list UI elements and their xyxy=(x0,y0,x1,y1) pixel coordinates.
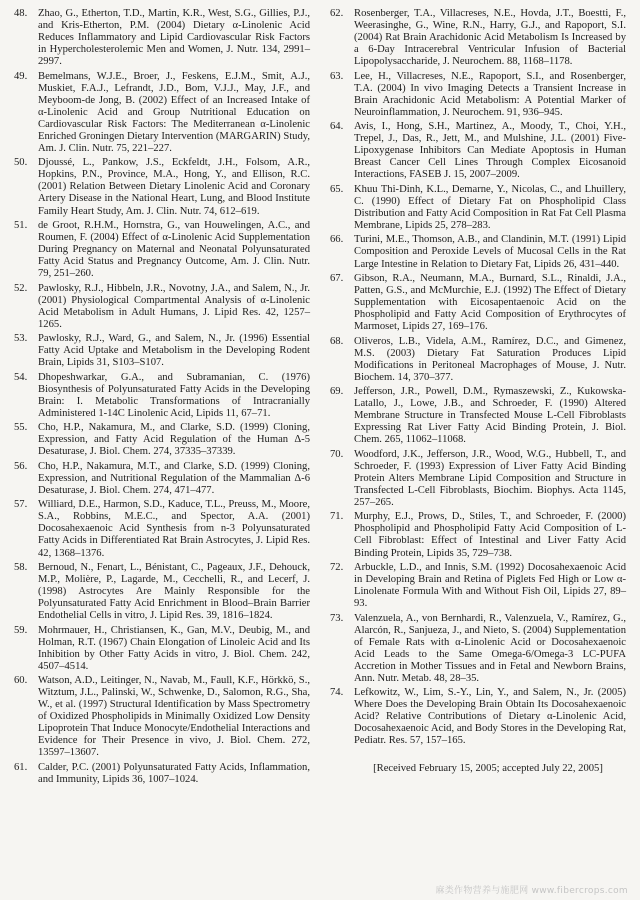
reference-number: 51. xyxy=(14,219,28,231)
reference-text: Mohrmauer, H., Christiansen, K., Gan, M.V., Deubig, M., and Holman, R.T. (1967) Chain Elongation of Linoleic Acid and Its Inhibition by Other Fatty Acids in vitro, J. Biol. Chem. 242, 4507–4514. xyxy=(38,624,310,672)
reference-item xyxy=(14,499,310,559)
reference-item xyxy=(330,121,626,181)
reference-item xyxy=(330,234,626,270)
reference-item xyxy=(14,220,310,280)
reference-number: 64. xyxy=(330,121,344,133)
reference-text: Lee, H., Villacreses, N.E., Rapoport, S.I., and Rosenberger, T.A. (2004) In vivo Imaging Detects a Transient Increase in Brain Arachidonic Acid Metabolism: A Potential Marker of Neuroinflammation, J. Neurochem. 91, 936–945. xyxy=(354,70,626,118)
received-accepted-note: [Received February 15, 2005; accepted July 22, 2005] xyxy=(373,763,603,775)
reference-item xyxy=(330,273,626,333)
reference-item xyxy=(14,675,310,759)
reference-text: Lefkowitz, W., Lim, S.-Y., Lin, Y., and Salem, N., Jr. (2005) Where Does the Developing Brain Obtain Its Docosahexaenoic Acid? Relative Contributions of Dietary α-Linolenic Acid, Docosahexaenoic Acid, and Body Stores in the Developing Rat, Pediatr. Res. 57, 157–165. xyxy=(354,687,626,747)
reference-item xyxy=(330,184,626,232)
reference-number: 49. xyxy=(14,70,28,82)
reference-item xyxy=(330,336,626,384)
reference-text: Calder, P.C. (2001) Polyunsaturated Fatty Acids, Inflammation, and Immunity, Lipids 36, 1007–1024. xyxy=(38,761,310,785)
reference-text: Zhao, G., Etherton, T.D., Martin, K.R., West, S.G., Gillies, P.J., and Kris-Etherton, P.M. (2004) Dietary α-Linolenic Acid Reduces Inflammatory and Lipid Cardiovascular Risk Factors in Hypercholesterolemic Men and Women, J. Nutr. 134, 2991–2997. xyxy=(38,8,310,68)
reference-number: 66. xyxy=(330,234,344,246)
reference-number: 74. xyxy=(330,687,344,699)
references-right-list xyxy=(330,8,626,747)
reference-text: Djoussé, L., Pankow, J.S., Eckfeldt, J.H., Folsom, A.R., Hopkins, P.N., Province, M.A., Hong, Y., and Ellison, R.C. (2001) Relation Between Dietary Linolenic Acid and Coronary Artery Disease in the National Heart, Lung, and Blood Institute Family Heart Study, Am. J. Clin. Nutr. 74, 612–619. xyxy=(38,157,310,217)
reference-number: 53. xyxy=(14,333,28,345)
reference-text: Khuu Thi-Dinh, K.L., Demarne, Y., Nicolas, C., and Lhuillery, C. (1990) Effect of Dietary Fat on Phospholipid Class Distribution and Fatty Acid Composition in Rat Fat Cell Plasma Membrane, Lipids 25, 278–283. xyxy=(354,183,626,231)
reference-item xyxy=(14,372,310,420)
reference-columns xyxy=(14,8,626,788)
reference-number: 59. xyxy=(14,624,28,636)
references-right-column xyxy=(330,8,626,788)
reference-text: Jefferson, J.R., Powell, D.M., Rymaszewski, Z., Kukowska-Latallo, J., Lowe, J.B., and Schroeder, F. (1990) Altered Membrane Structure in Transfected Mouse L-Cell Fibroblasts Expressing Rat Liver Fatty Acid Binding Protein, J. Biol. Chem. 265, 11062–11068. xyxy=(354,386,626,446)
reference-number: 73. xyxy=(330,612,344,624)
reference-number: 60. xyxy=(14,675,28,687)
reference-item xyxy=(330,449,626,509)
site-watermark: 麻类作物营养与施肥网 www.fibercrops.com xyxy=(435,886,628,896)
reference-item xyxy=(14,562,310,622)
reference-item xyxy=(14,333,310,369)
reference-text: Woodford, J.K., Jefferson, J.R., Wood, W.G., Hubbell, T., and Schroeder, F. (1993) Expression of Liver Fatty Acid Binding Protein Alters Membrane Lipid Composition and Structure in Transfected L-Cell Fibroblasts, Biochim. Biophys. Acta 1145, 257–265. xyxy=(354,448,626,508)
reference-item xyxy=(14,422,310,458)
reference-number: 63. xyxy=(330,70,344,82)
reference-text: Cho, H.P., Nakamura, M.T., and Clarke, S.D. (1999) Cloning, Expression, and Nutritional Regulation of the Mammalian Δ-6 Desaturase, J. Biol. Chem. 274, 471–477. xyxy=(38,460,310,496)
reference-item xyxy=(330,71,626,119)
reference-text: Pawlosky, R.J., Hibbeln, J.R., Novotny, J.A., and Salem, N., Jr. (2001) Physiological Compartmental Analysis of α-Linolenic Acid Metabolism in Adult Humans, J. Lipid Res. 42, 1257–1265. xyxy=(38,282,310,330)
reference-number: 55. xyxy=(14,422,28,434)
reference-item xyxy=(14,461,310,497)
reference-item xyxy=(330,613,626,685)
reference-number: 54. xyxy=(14,371,28,383)
reference-number: 58. xyxy=(14,561,28,573)
reference-number: 69. xyxy=(330,386,344,398)
reference-text: de Groot, R.H.M., Hornstra, G., van Houwelingen, A.C., and Roumen, F. (2004) Effect of α-Linolenic Acid Supplementation During Pregnancy on Maternal and Neonatal Polyunsaturated Fatty Acid Status and Pregnancy Outcome, Am. J. Clin. Nutr. 79, 251–260. xyxy=(38,219,310,280)
reference-item xyxy=(14,625,310,673)
reference-text: Murphy, E.J., Prows, D., Stiles, T., and Schroeder, F. (2000) Phospholipid and Phospholipid Fatty Acid Composition of L-Cell Fibroblast: Effect of Intestinal and Liver Fatty Acid Binding Protein, Lipids 35, 729–738. xyxy=(354,511,626,559)
reference-text: Turini, M.E., Thomson, A.B., and Clandinin, M.T. (1991) Lipid Composition and Peroxide Levels of Mucosal Cells in the Rat Large Intestine in Relation to Dietary Fat, Lipids 26, 431–440. xyxy=(354,234,626,270)
reference-text: Williard, D.E., Harmon, S.D., Kaduce, T.L., Preuss, M., Moore, S.A., Robbins, M.E.C., and Spector, A.A. (2001) Docosahexaenoic Acid Synthesis from n-3 Polyunsaturated Fatty Acids in Differentiated Rat Brain Astrocytes, J. Lipid Res. 42, 1368–1376. xyxy=(38,499,310,559)
reference-number: 57. xyxy=(14,499,28,511)
reference-number: 70. xyxy=(330,448,344,460)
reference-number: 67. xyxy=(330,272,344,284)
reference-item xyxy=(14,157,310,217)
reference-number: 62. xyxy=(330,8,344,19)
reference-item xyxy=(330,386,626,446)
reference-item xyxy=(330,562,626,610)
reference-text: Watson, A.D., Leitinger, N., Navab, M., Faull, K.F., Hörkkö, S., Witztum, J.L., Palinski, W., Schwenke, D., Salomon, R.G., Sha, W., et al. (1997) Structural Identification by Mass Spectrometry of Oxidized Phospholipids in Minimally Oxidized Low Density Lipoprotein That Induce Monocyte/Endothelial Interactions and Evidence for Their Presence in vivo, J. Biol. Chem. 272, 13597–13607. xyxy=(38,675,310,759)
reference-item xyxy=(14,283,310,331)
reference-text: Rosenberger, T.A., Villacreses, N.E., Hovda, J.T., Boestti, F., Weerasinghe, G., Wine, R.N., Harry, G.J., and Rapoport, S.I. (2004) Rat Brain Arachidonic Acid Metabolism Is Increased by a 6-Day Intracerebral Ventricular Infusion of Bacterial Lipopolysaccharide, J. Neurochem. 88, 1168–1178. xyxy=(354,8,626,68)
reference-item xyxy=(14,8,310,68)
reference-text: Cho, H.P., Nakamura, M., and Clarke, S.D. (1999) Cloning, Expression, and Fatty Acid Regulation of the Human Δ-5 Desaturase, J. Biol. Chem. 274, 37335–37339. xyxy=(38,422,310,458)
reference-text: Valenzuela, A., von Bernhardi, R., Valenzuela, V., Ramírez, G., Alarcón, R., Sanjueza, J., and Nieto, S. (2004) Supplementation of Female Rats with α-Linolenic Acid or Docosahexaenoic Acid Leads to the Same Omega-6/Omega-3 LC-PUFA Accretion in Mother Tissues and in Fetal and Newborn Brains, Ann. Nutr. Metab. 48, 28–35. xyxy=(354,612,626,684)
reference-item xyxy=(330,687,626,747)
reference-text: Avis, I., Hong, S.H., Martinez, A., Moody, T., Choi, Y.H., Trepel, J., Das, R., Jett, M., and Mulshine, J.L. (2001) Five-Lipoxygenase Inhibitors Can Mediate Apoptosis in Human Breast Cancer Cell Lines Through Complex Eicosanoid Interactions, FASEB J. 15, 2007–2009. xyxy=(354,121,626,181)
reference-item xyxy=(14,762,310,786)
reference-text: Dhopeshwarkar, G.A., and Subramanian, C. (1976) Biosynthesis of Polyunsaturated Fatty Acids in the Developing Brain: I. Metabolic Transformations of Intracranially Administered 1-14C Linolenic Acid, Lipids 11, 67–71. xyxy=(38,371,310,419)
reference-text: Oliveros, L.B., Videla, A.M., Ramírez, D.C., and Gimenez, M.S. (2003) Dietary Fat Saturation Produces Lipid Modifications in Peritoneal Macrophages of Mouse, J. Nutr. Biochem. 14, 370–377. xyxy=(354,335,626,383)
reference-number: 72. xyxy=(330,561,344,573)
reference-number: 65. xyxy=(330,183,344,195)
reference-number: 50. xyxy=(14,157,28,169)
reference-text: Arbuckle, L.D., and Innis, S.M. (1992) Docosahexaenoic Acid in Developing Brain and Retina of Piglets Fed High or Low α-Linolenate Formula With and Without Fish Oil, Lipids 27, 89–93. xyxy=(354,561,626,610)
reference-number: 61. xyxy=(14,761,28,773)
reference-number: 48. xyxy=(14,8,28,19)
reference-item xyxy=(14,71,310,155)
reference-text: Pawlosky, R.J., Ward, G., and Salem, N., Jr. (1996) Essential Fatty Acid Uptake and Metabolism in the Developing Rodent Brain, Lipids 31, S103–S107. xyxy=(38,333,310,369)
reference-number: 68. xyxy=(330,335,344,347)
reference-text: Bernoud, N., Fenart, L., Bénistant, C., Pageaux, J.F., Dehouck, M.P., Molière, P., Lagarde, M., Cecchelli, R., and Lecerf, J. (1998) Astrocytes Are Mainly Responsible for the Polyunsaturated Fatty Acid Enrichment in Blood–Brain Barrier Endothelial Cells in vitro, J. Lipid Res. 39, 1816–1824. xyxy=(38,561,310,622)
reference-number: 71. xyxy=(330,511,344,523)
reference-text: Gibson, R.A., Neumann, M.A., Burnard, S.L., Rinaldi, J.A., Patten, G.S., and McMurchie, E.J. (1992) The Effect of Dietary Supplementation with Eicosapentaenoic Acid on the Phospholipid and Fatty Acid Composition of Erythrocytes of Marmoset, Lipids 27, 169–176. xyxy=(354,272,626,333)
reference-text: Bemelmans, W.J.E., Broer, J., Feskens, E.J.M., Smit, A.J., Muskiet, F.A.J., Lefrandt, J.D., Bom, V.J.J., May, J.F., and Meyboom-de Jong, B. (2002) Effect of an Increased Intake of α-Linolenic Acid and Group Nutritional Education on Cardiovascular Risk Factors: The Mediterranean α-Linolenic Enriched Groningen Dietary Intervention (MARGARIN) Study, Am. J. Clin. Nutr. 75, 221–227. xyxy=(38,70,310,154)
reference-number: 56. xyxy=(14,460,28,472)
reference-number: 52. xyxy=(14,282,28,294)
reference-item xyxy=(330,8,626,68)
reference-item xyxy=(330,511,626,559)
references-left-column xyxy=(14,8,310,788)
